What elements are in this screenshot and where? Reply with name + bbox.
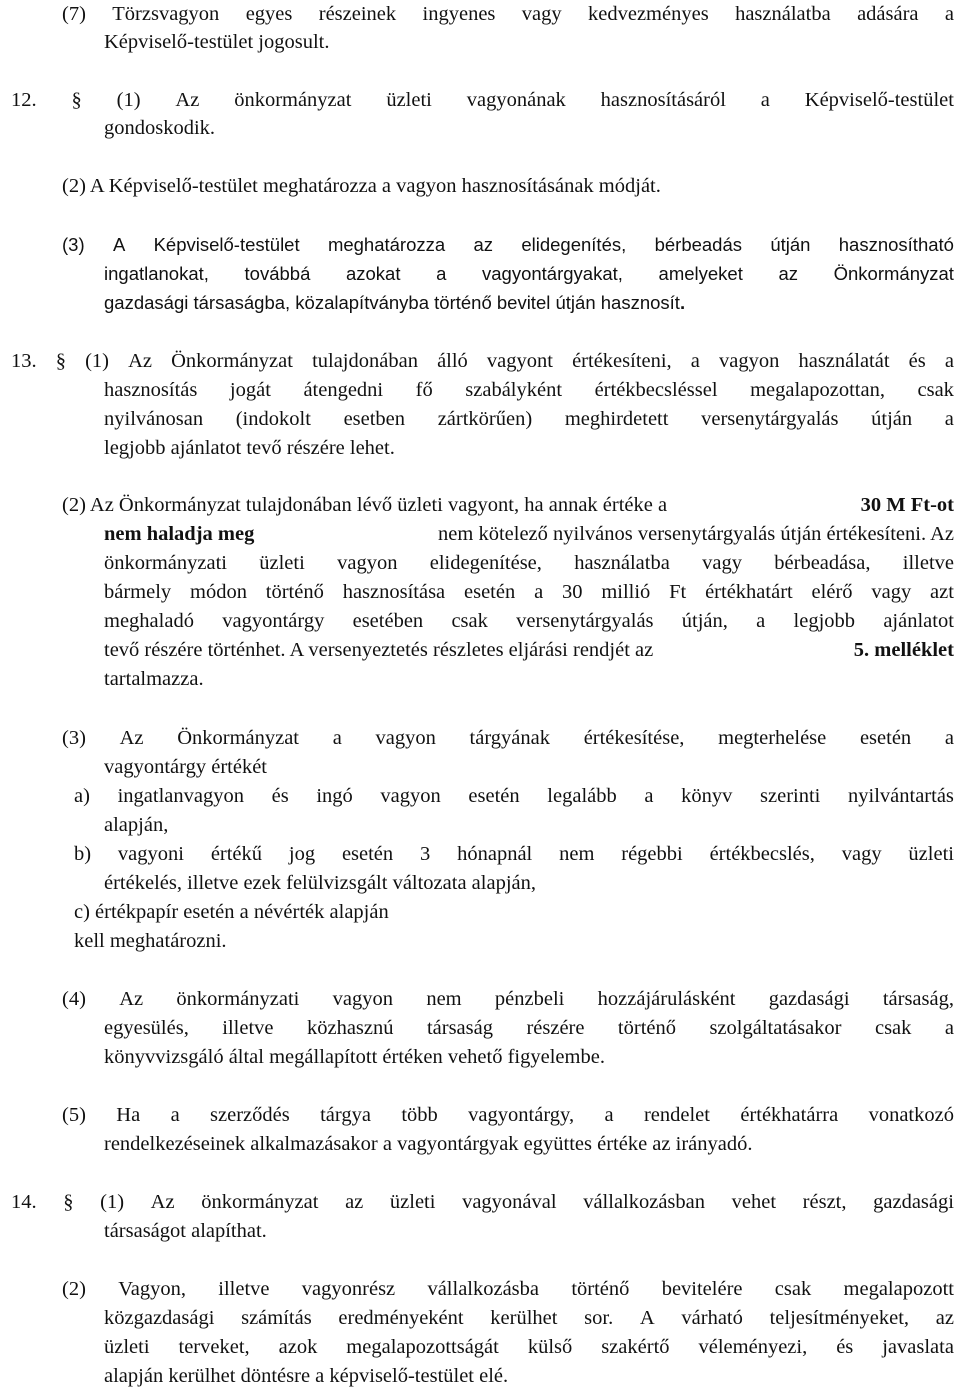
paragraph-line: 12. § (1) Az önkormányzat üzleti vagyonának hasznosításáról a Képviselő-testület [11, 89, 954, 111]
paragraph-line: tartalmazza. [104, 668, 204, 690]
paragraph-line: legjobb ajánlatot tevő részére lehet. [104, 437, 395, 459]
list-item-b-cont: értékelés, illetve ezek felülvizsgált változata alapján, [104, 872, 536, 894]
paragraph-line: (5) Ha a szerződés tárgya több vagyontárgy, a rendelet értékhatárra vonatkozó [62, 1104, 954, 1126]
paragraph-line: nyilvánosan (indokolt esetben zártkörűen) meghirdetett versenytárgyalás útján a [104, 408, 954, 430]
paragraph-line: (3) A Képviselő-testület meghatározza az elidegenítés, bérbeadás útján hasznosítható [62, 234, 954, 255]
paragraph-line: (7) Törzsvagyon egyes részeinek ingyenes vagy kedvezményes használatba adására a [62, 3, 954, 25]
paragraph-line: üzleti terveket, azok megalapozottságát külső szakértő véleményezi, és javaslata [104, 1336, 954, 1358]
paragraph-line: kell meghatározni. [74, 930, 227, 952]
paragraph-line: Képviselő-testület jogosult. [104, 31, 330, 53]
paragraph-line: (2) Az Önkormányzat tulajdonában lévő üzleti vagyont, ha annak értéke a 30 M Ft-ot [62, 494, 954, 516]
list-item-a-cont: alapján, [104, 814, 169, 836]
paragraph-line: 13. § (1) Az Önkormányzat tulajdonában álló vagyont értékesíteni, a vagyon használatát és a [11, 350, 954, 372]
paragraph-line: (4) Az önkormányzati vagyon nem pénzbeli hozzájárulásként gazdasági társaság, [62, 988, 954, 1010]
list-item-a: a) ingatlanvagyon és ingó vagyon esetén legalább a könyv szerinti nyilvántartás [74, 785, 954, 807]
list-item-c: c) értékpapír esetén a névérték alapján [74, 901, 389, 923]
paragraph-line: gazdasági társaságba, közalapítványba történő bevitel útján hasznosít . [104, 292, 686, 313]
paragraph-line: egyesülés, illetve közhasznú társaság részére történő szolgáltatásakor csak a [104, 1017, 954, 1039]
paragraph-line: közgazdasági számítás eredményeként kerülhet sor. A várható teljesítményeket, az [104, 1307, 954, 1329]
paragraph-line: meghaladó vagyontárgy esetében csak versenytárgyalás útján, a legjobb ajánlatot [104, 610, 954, 632]
paragraph-line: bármely módon történő hasznosítása esetén a 30 millió Ft értékhatárt elérő vagy azt [104, 581, 954, 603]
paragraph-line: 14. § (1) Az önkormányzat az üzleti vagyonával vállalkozásban vehet részt, gazdasági [11, 1191, 954, 1213]
list-item-b: b) vagyoni értékű jog esetén 3 hónapnál nem régebbi értékbecslés, vagy üzleti [74, 843, 954, 865]
paragraph-line: (2) A Képviselő-testület meghatározza a vagyon hasznosításának módját. [62, 175, 661, 197]
paragraph-line: gondoskodik. [104, 117, 216, 139]
paragraph-line: tevő részére történhet. A versenyeztetés részletes eljárási rendjét az 5. melléklet [104, 639, 954, 661]
paragraph-line: (2) Vagyon, illetve vagyonrész vállalkozásba történő bevitelére csak megalapozott [62, 1278, 954, 1300]
paragraph-line: nem haladja meg nem kötelező nyilvános versenytárgyalás útján értékesíteni. Az [104, 523, 954, 545]
paragraph-line: vagyontárgy értékét [104, 756, 267, 778]
paragraph-line: önkormányzati üzleti vagyon elidegenítése, használatba vagy bérbeadása, illetve [104, 552, 954, 574]
paragraph-line: hasznosítás jogát átengedni fő szabályként értékbecsléssel megalapozottan, csak [104, 379, 954, 401]
paragraph-line: rendelkezéseinek alkalmazásakor a vagyontárgyak együttes értéke az irányadó. [104, 1133, 753, 1155]
paragraph-line: ingatlanokat, továbbá azokat a vagyontárgyakat, amelyeket az Önkormányzat [104, 263, 954, 284]
paragraph-line: könyvvizsgáló által megállapított értéken vehető figyelembe. [104, 1046, 605, 1068]
paragraph-line: (3) Az Önkormányzat a vagyon tárgyának értékesítése, megterhelése esetén a [62, 727, 954, 749]
paragraph-line: alapján kerülhet döntésre a képviselő-testület elé. [104, 1365, 509, 1387]
paragraph-line: társaságot alapíthat. [104, 1220, 267, 1242]
